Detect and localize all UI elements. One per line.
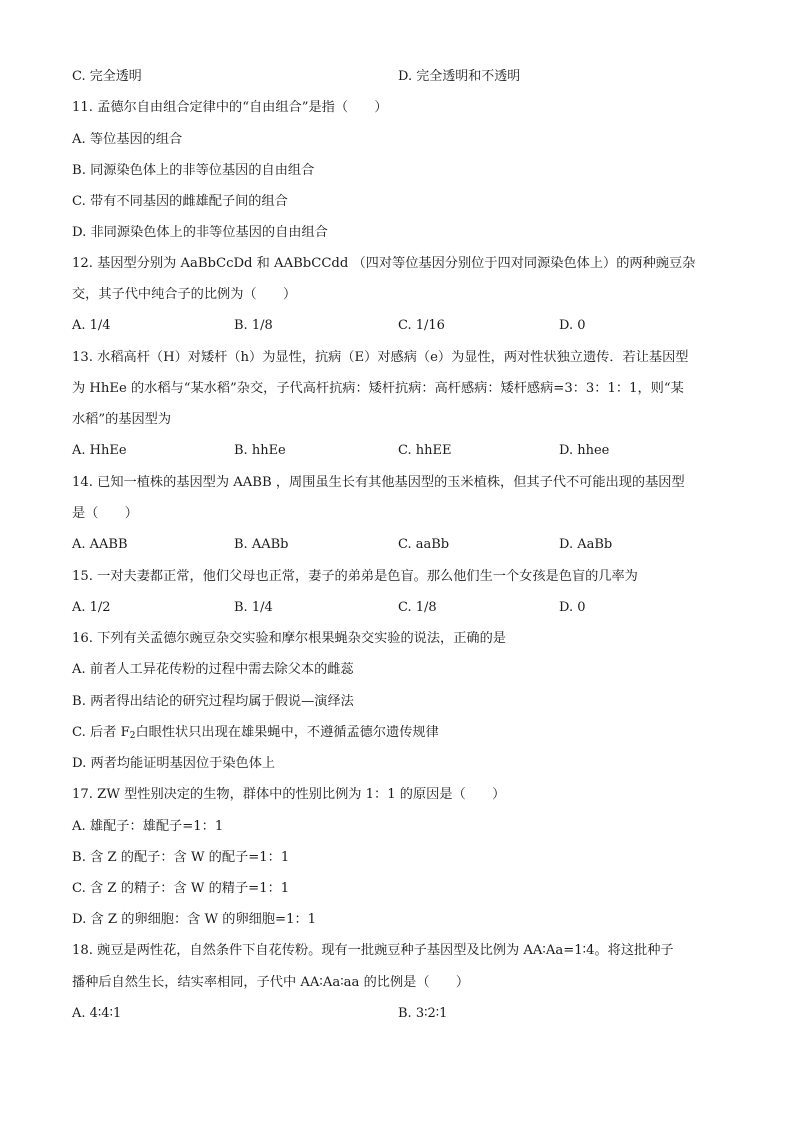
q14-option-c: C. aaBb <box>398 537 450 552</box>
q14-option-b: B. AABb <box>234 537 289 552</box>
q15-stem: 15. 一对夫妻都正常，他们父母也正常，妻子的弟弟是色盲。那么他们生一个女孩是色盲的几率为 <box>72 569 638 584</box>
q14-stem-line2: 是（ ） <box>72 506 138 521</box>
q12-options <box>72 316 732 336</box>
q13-option-d: D. hhee <box>559 443 610 458</box>
q13-option-c: C. hhEE <box>398 443 452 458</box>
q15-options <box>72 598 732 618</box>
q14-options <box>72 535 732 555</box>
q13-options <box>72 441 732 461</box>
q13-option-b: B. hhEe <box>234 443 286 458</box>
q12-stem-line1: 12. 基因型分别为 AaBbCcDd 和 AABbCCdd （四对等位基因分别位于四对同源染色体上）的两种豌豆杂 <box>72 256 696 271</box>
q17-option-b: B. 含 Z 的配子：含 W 的配子=1：1 <box>72 850 290 865</box>
q16-option-a: A. 前者人工异花传粉的过程中需去除父本的雌蕊 <box>72 662 354 677</box>
q15-option-c: C. 1/8 <box>398 600 437 615</box>
q16-option-d: D. 两者均能证明基因位于染色体上 <box>72 756 276 771</box>
q18-options <box>72 1004 732 1024</box>
q17-stem: 17. ZW 型性别决定的生物，群体中的性别比例为 1：1 的原因是（ ） <box>72 787 506 802</box>
q13-stem-line2: 为 HhEe 的水稻与“某水稻”杂交，子代高杆抗病：矮杆抗病：高杆感病：矮杆感病=3：3：1：1，则“某 <box>72 381 684 396</box>
q16-option-b: B. 两者得出结论的研究过程均属于假说—演绎法 <box>72 694 354 709</box>
q11-option-a: A. 等位基因的组合 <box>72 132 183 147</box>
q15-option-a: A. 1/2 <box>72 600 111 615</box>
q11-option-b: B. 同源染色体上的非等位基因的自由组合 <box>72 163 315 178</box>
q11-option-c: C. 带有不同基因的雌雄配子间的组合 <box>72 194 288 209</box>
q14-stem-line1: 14. 已知一植株的基因型为 AABB ，周围虽生长有其他基因型的玉米植株，但其子代不可能出现的基因型 <box>72 475 685 490</box>
q12-option-c: C. 1/16 <box>398 318 445 333</box>
q15-option-d: D. 0 <box>559 600 586 615</box>
q16-option-c <box>72 723 439 743</box>
q17-option-d: D. 含 Z 的卵细胞：含 W 的卵细胞=1：1 <box>72 912 317 927</box>
q18-option-b: B. 3∶2∶1 <box>398 1006 448 1021</box>
q16-option-c-text: 白眼性状只出现在雄果蝇中，不遵循孟德尔遗传规律 <box>135 725 439 740</box>
q12-option-a: A. 1/4 <box>72 318 111 333</box>
q18-stem-line2: 播种后自然生长，结实率相同，子代中 AA∶Aa∶aa 的比例是（ ） <box>72 975 470 990</box>
q12-option-d: D. 0 <box>559 318 586 333</box>
q17-option-c: C. 含 Z 的精子：含 W 的精子=1：1 <box>72 881 290 896</box>
q14-option-d: D. AaBb <box>559 537 613 552</box>
q10-option-d: D. 完全透明和不透明 <box>398 69 521 84</box>
q12-stem-line2: 交，其子代中纯合子的比例为（ ） <box>72 287 297 302</box>
q12-option-b: B. 1/8 <box>234 318 273 333</box>
q16-stem: 16. 下列有关孟德尔豌豆杂交实验和摩尔根果蝇杂交实验的说法，正确的是 <box>72 631 506 646</box>
q13-option-a: A. HhEe <box>72 443 127 458</box>
q14-option-a: A. AABB <box>72 537 128 552</box>
q10-option-c: C. 完全透明 <box>72 69 142 84</box>
q11-stem: 11. 孟德尔自由组合定律中的“自由组合”是指（ ） <box>72 100 388 115</box>
q16-option-c-subscript: 2 <box>129 731 136 741</box>
q13-stem-line3: 水稻”的基因型为 <box>72 412 172 427</box>
q13-stem-line1: 13. 水稻高杆（H）对矮杆（h）为显性，抗病（E）对感病（e）为显性，两对性状独立遗传．若让基因型 <box>72 350 689 365</box>
q16-option-c-prefix: C. 后者 F <box>72 725 130 740</box>
q10-options <box>72 67 732 87</box>
q17-option-a: A. 雄配子：雄配子=1：1 <box>72 819 224 834</box>
q11-option-d: D. 非同源染色体上的非等位基因的自由组合 <box>72 225 328 240</box>
q18-stem-line1: 18. 豌豆是两性花，自然条件下自花传粉。现有一批豌豆种子基因型及比例为 AA∶Aa=1∶4。将这批种子 <box>72 943 674 958</box>
q15-option-b: B. 1/4 <box>234 600 273 615</box>
q18-option-a: A. 4∶4∶1 <box>72 1006 122 1021</box>
